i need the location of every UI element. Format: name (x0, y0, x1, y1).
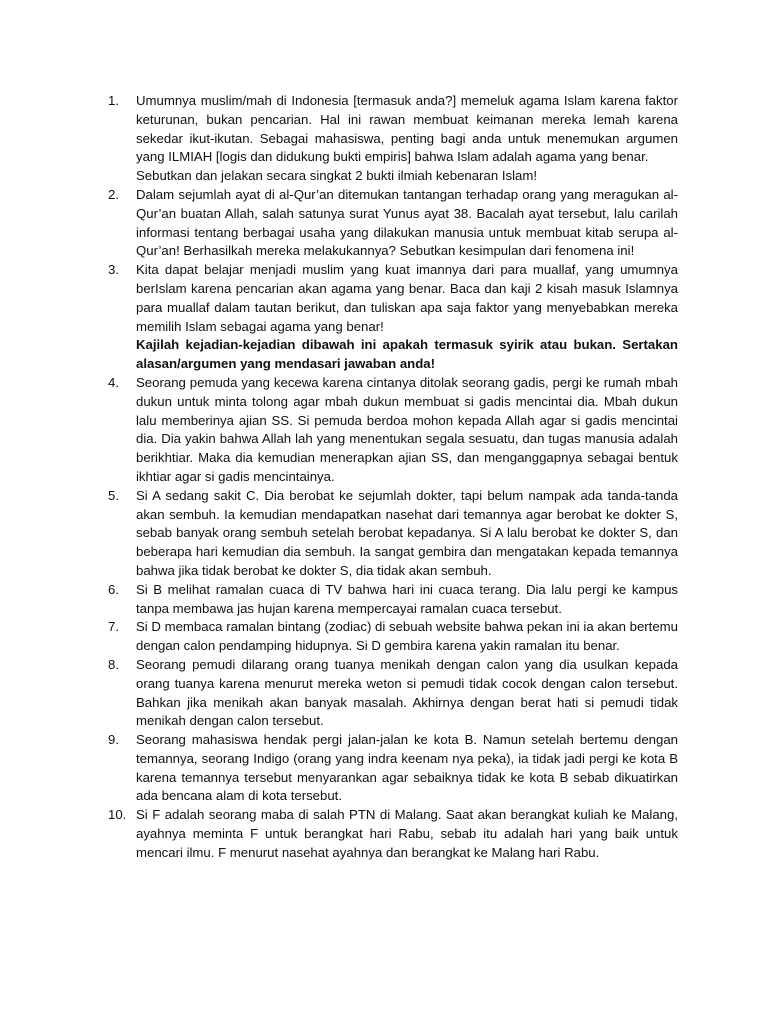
question-item-8 (108, 656, 678, 731)
question-text: Kita dapat belajar menjadi muslim yang kuat imannya dari para muallaf, yang umumnya berIslam karena pencarian akan agama yang benar. Baca dan kaji 2 kisah masuk Islamnya para muallaf dalam tautan berikut, dan tuliskan apa saja faktor yang menyebabkan mereka memilih Islam sebagai agama yang benar! (136, 262, 678, 334)
question-text: Seorang mahasiswa hendak pergi jalan-jalan ke kota B. Namun setelah bertemu dengan temannya, seorang Indigo (orang yang indra keenam nya peka), ia tidak jadi pergi ke kota B karena temannya tersebut menyarankan agar sebaiknya tidak ke kota B sebab dikuatirkan ada bencana alam di kota tersebut. (136, 732, 678, 804)
question-number: 1. (108, 93, 119, 108)
question-text: Si A sedang sakit C. Dia berobat ke sejumlah dokter, tapi belum nampak ada tanda-tanda akan sembuh. Ia kemudian mendapatkan nasehat dari temannya agar berobat ke dokter S, sebab banyak orang sembuh setelah berobat kepadanya. Si A lalu berobat ke dokter S, dan beberapa hari kemudian dia sembuh. Ia sangat gembira dan mengatakan kepada temannya bahwa jika tidak berobat ke dokter S, dia tidak akan sembuh. (136, 487, 678, 578)
question-text: Si D membaca ramalan bintang (zodiac) di sebuah website bahwa pekan ini ia akan bertemu dengan calon pendamping hidupnya. Si D gembira karena yakin ramalan itu benar. (136, 619, 678, 654)
question-instruction: Sebutkan dan jelakan secara singkat 2 bukti ilmiah kebenaran Islam! (136, 168, 537, 184)
section-instruction: Kajilah kejadian-kejadian dibawah ini apakah termasuk syirik atau bukan. Sertakan alasan/argumen yang mendasari jawaban anda! (136, 337, 678, 372)
question-text: Si F adalah seorang maba di salah PTN di Malang. Saat akan berangkat kuliah ke Malang, ayahnya meminta F untuk berangkat hari Rabu, sebab itu adalah hari yang baik untuk mencari ilmu. F menurut nasehat ayahnya dan berangkat ke Malang hari Rabu. (136, 807, 678, 860)
question-body (136, 374, 678, 487)
question-number: 7. (108, 619, 119, 635)
question-body (136, 92, 678, 186)
question-body (136, 487, 678, 581)
question-number: 6. (108, 581, 119, 597)
question-item-2 (108, 186, 678, 261)
question-number: 3. (108, 262, 119, 278)
question-item-10 (108, 806, 678, 862)
question-body (136, 656, 678, 731)
question-number: 9. (108, 732, 119, 748)
question-number: 10. (108, 807, 127, 823)
question-item-6 (108, 581, 678, 619)
question-text: Dalam sejumlah ayat di al-Qur’an ditemukan tantangan terhadap orang yang meragukan al-Qur’an buatan Allah, salah satunya surat Yunus ayat 38. Bacalah ayat tersebut, lalu carilah informasi tentang berbagai usaha yang dilakukan manusia untuk membuat kitab serupa al-Qur’an! Berhasilkah mereka melakukannya? Sebutkan kesimpulan dari fenomena ini! (136, 186, 678, 259)
question-text: Si B melihat ramalan cuaca di TV bahwa hari ini cuaca terang. Dia lalu pergi ke kampus tanpa membawa jas hujan karena mempercayai ramalan cuaca tersebut. (136, 581, 678, 616)
question-number: 8. (108, 656, 119, 672)
question-body (136, 581, 678, 619)
question-item-9 (108, 731, 678, 806)
question-number: 5. (108, 487, 119, 503)
question-body (136, 186, 678, 261)
question-number: 2. (108, 186, 119, 202)
question-body (136, 806, 678, 862)
question-body (136, 618, 678, 656)
question-item-4 (108, 374, 678, 487)
question-text: Umumnya muslim/mah di Indonesia [termasuk anda?] memeluk agama Islam karena faktor keturunan, bukan pencarian. Hal ini rawan membuat keimanan mereka lemah karena sekedar ikut-ikutan. Sebagai mahasiswa, penting bagi anda untuk menemukan argumen yang ILMIAH [logis dan didukung bukti empiris] bahwa Islam adalah agama yang benar. (136, 93, 678, 165)
question-item-7 (108, 618, 678, 656)
question-list (108, 92, 678, 863)
question-item-1 (108, 92, 678, 186)
question-body (136, 731, 678, 806)
question-text: Seorang pemudi dilarang orang tuanya menikah dengan calon yang dia usulkan kepada orang tuanya karena menurut mereka weton si pemudi tidak cocok dengan calon tersebut. Bahkan jika menikah akan banyak masalah. Akhirnya dengan berat hati si pemudi tidak menikah dengan calon tersebut. (136, 656, 678, 729)
question-item-5 (108, 487, 678, 581)
question-text: Seorang pemuda yang kecewa karena cintanya ditolak seorang gadis, pergi ke rumah mbah dukun untuk minta tolong agar mbah dukun membuat si gadis mencintai dia. Mbah dukun lalu memberinya ajian SS. Si pemuda berdoa mohon kepada Allah agar si gadis mencintai dia. Dia yakin bahwa Allah lah yang menentukan segala sesuatu, dan tugas manusia adalah berikhtiar. Maka dia kemudian menerapkan ajian SS, dan menganggapnya sebagai bentuk ikhtiar agar si gadis mencintainya. (136, 374, 678, 484)
question-number: 4. (108, 374, 119, 390)
question-item-3 (108, 261, 678, 374)
question-body (136, 261, 678, 374)
